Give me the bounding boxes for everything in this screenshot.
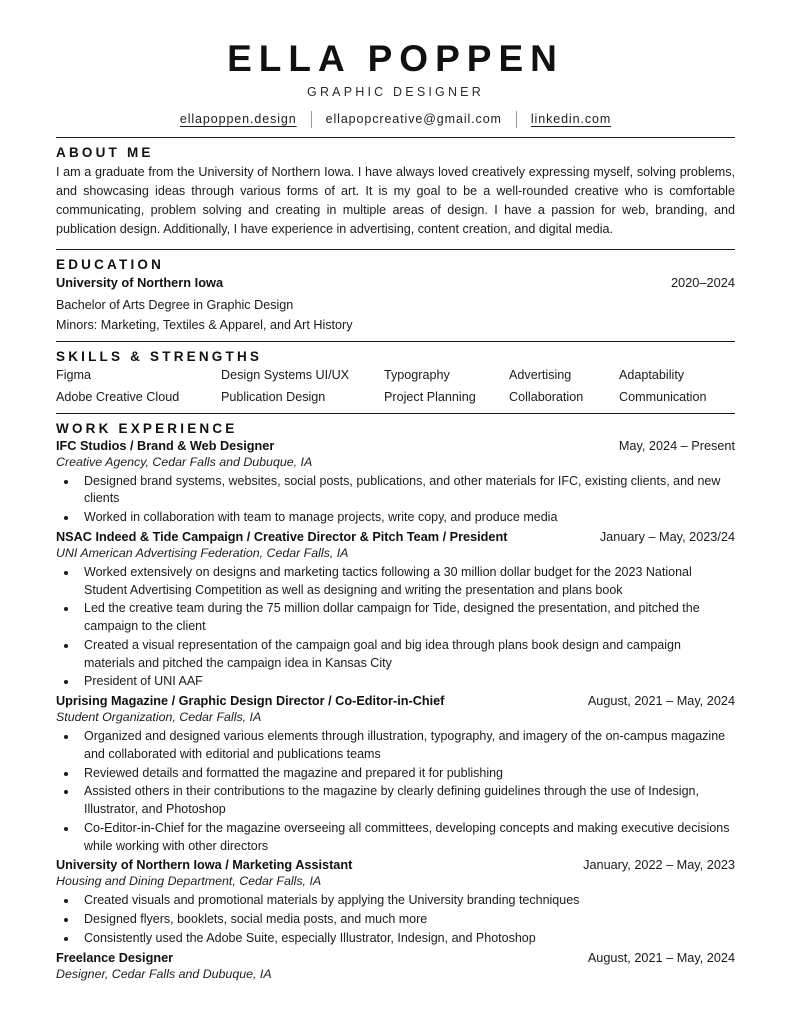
education-dates: 2020–2024 (670, 274, 735, 290)
work-item-bullets (56, 892, 735, 947)
bullet: • Reviewed details and formatted the magazine and prepared it for publishing (78, 765, 735, 783)
section-about (56, 145, 735, 240)
work-item (56, 858, 735, 947)
section-education (56, 257, 735, 332)
work-item-bullets (56, 473, 735, 527)
work-item-header (56, 858, 735, 872)
education-title: EDUCATION (56, 256, 165, 272)
work-item-subtitle: Creative Agency, Cedar Falls and Dubuque, IA (56, 454, 313, 469)
skills-grid (56, 368, 735, 404)
skill-item: Design Systems UI/UX (221, 367, 350, 382)
bullet: • Consistently used the Adobe Suite, especially Illustrator, Indesign, and Photoshop (78, 930, 735, 948)
bullet: • Led the creative team during the 75 million dollar campaign for Tide, designed the presentation, and pitched the campaign to the client (78, 600, 735, 636)
bullet: • Worked in collaboration with team to manage projects, write copy, and produce media (78, 509, 735, 527)
bullet: • Organized and designed various elements through illustration, typography, and imagery of the on-campus magazine and collaborated with editorial and publications teams (78, 728, 735, 764)
work-item-header (56, 530, 735, 544)
education-minors: Minors: Marketing, Textiles & Apparel, and Art History (56, 317, 353, 332)
section-divider (56, 249, 735, 250)
skill-item: Publication Design (221, 389, 326, 404)
work-item-title: Freelance Designer (56, 950, 174, 965)
bullet: • Co-Editor-in-Chief for the magazine overseeing all committees, developing concepts and making executive decisions while working with other directors (78, 820, 735, 856)
work-item-dates: August, 2021 – May, 2024 (587, 694, 735, 709)
work-item-title: NSAC Indeed & Tide Campaign / Creative Director & Pitch Team / President (56, 529, 508, 544)
skill-item: Typography (384, 367, 450, 382)
work-item-subtitle: Student Organization, Cedar Falls, IA (56, 710, 262, 725)
work-item-header (56, 694, 735, 708)
contact-bar (56, 111, 735, 128)
work-item-bullets (56, 564, 735, 691)
work-title: WORK EXPERIENCE (56, 420, 238, 436)
bullet: • Created a visual representation of the campaign goal and big idea through plans book design and campaign materials and pitched the campaign idea in Kansas City (78, 637, 735, 673)
skill-item: Adaptability (619, 367, 685, 382)
about-title: ABOUT ME (56, 144, 154, 160)
bullet: • Designed brand systems, websites, social posts, publications, and other materials for IFC, existing clients, and new clients (78, 473, 735, 509)
skill-item: Adobe Creative Cloud (56, 389, 180, 404)
section-divider (56, 137, 735, 138)
bullet: • President of UNI AAF (78, 673, 735, 691)
work-item (56, 439, 735, 527)
contact-email[interactable]: ellapopcreative@gmail.com (325, 112, 502, 127)
header-subtitle: GRAPHIC DESIGNER (307, 84, 484, 99)
skills-title: SKILLS & STRENGTHS (56, 348, 263, 364)
section-work-experience (56, 421, 735, 981)
work-item (56, 530, 735, 691)
work-item-title: University of Northern Iowa / Marketing Assistant (56, 858, 353, 873)
work-item-title: IFC Studios / Brand & Web Designer (56, 438, 275, 453)
education-row (56, 275, 735, 290)
work-item-dates: January – May, 2023/24 (599, 529, 735, 544)
resume-header (56, 38, 735, 128)
work-item-bullets (56, 728, 735, 855)
work-item-title: Uprising Magazine / Graphic Design Director / Co-Editor-in-Chief (56, 694, 445, 709)
contact-linkedin[interactable]: linkedin.com (530, 112, 612, 127)
work-item-subtitle: UNI American Advertising Federation, Cedar Falls, IA (56, 545, 349, 560)
bullet: • Designed flyers, booklets, social media posts, and much more (78, 911, 735, 929)
section-divider (56, 413, 735, 414)
work-item-subtitle: Housing and Dining Department, Cedar Falls, IA (56, 874, 322, 889)
skill-item: Collaboration (509, 389, 584, 404)
section-skills (56, 349, 735, 404)
page-title: ELLA POPPEN (227, 38, 564, 79)
bullet: • Worked extensively on designs and marketing tactics following a 30 million dollar budget for the 2023 National Student Advertising Competition as well as designing and writing the presentation and plans book (78, 564, 735, 600)
section-divider (56, 341, 735, 342)
skill-item: Figma (56, 367, 91, 382)
work-item-dates: May, 2024 – Present (618, 438, 735, 453)
bullet: • Created visuals and promotional materials by applying the University branding techniques (78, 892, 735, 910)
education-school: University of Northern Iowa (56, 274, 224, 290)
work-item-header (56, 951, 735, 965)
bullet: • Assisted others in their contributions to the magazine by clearly defining guidelines through the use of Indesign, Illustrator, and Photoshop (78, 783, 735, 819)
skill-item: Project Planning (384, 389, 476, 404)
skill-item: Advertising (509, 367, 572, 382)
work-item (56, 951, 735, 981)
skill-item: Communication (619, 389, 707, 404)
about-text: I am a graduate from the University of Northern Iowa. I have always loved creatively expressing myself, solving problems, and showcasing ideas through various forms of art. It is my goal to be a well-rounded creative who is comfortable communicating, problem solving and creating in multiple areas of design. I have a passion for web, branding, and publication design. Additionally, I have experience in advertising, content creation, and digital media. (56, 164, 735, 237)
education-degree: Bachelor of Arts Degree in Graphic Design (56, 297, 294, 312)
work-item-header (56, 439, 735, 453)
work-item (56, 694, 735, 855)
contact-website[interactable]: ellapoppen.design (179, 112, 297, 127)
work-item-subtitle: Designer, Cedar Falls and Dubuque, IA (56, 966, 272, 981)
work-item-dates: January, 2022 – May, 2023 (583, 858, 735, 873)
work-item-dates: August, 2021 – May, 2024 (587, 950, 735, 965)
